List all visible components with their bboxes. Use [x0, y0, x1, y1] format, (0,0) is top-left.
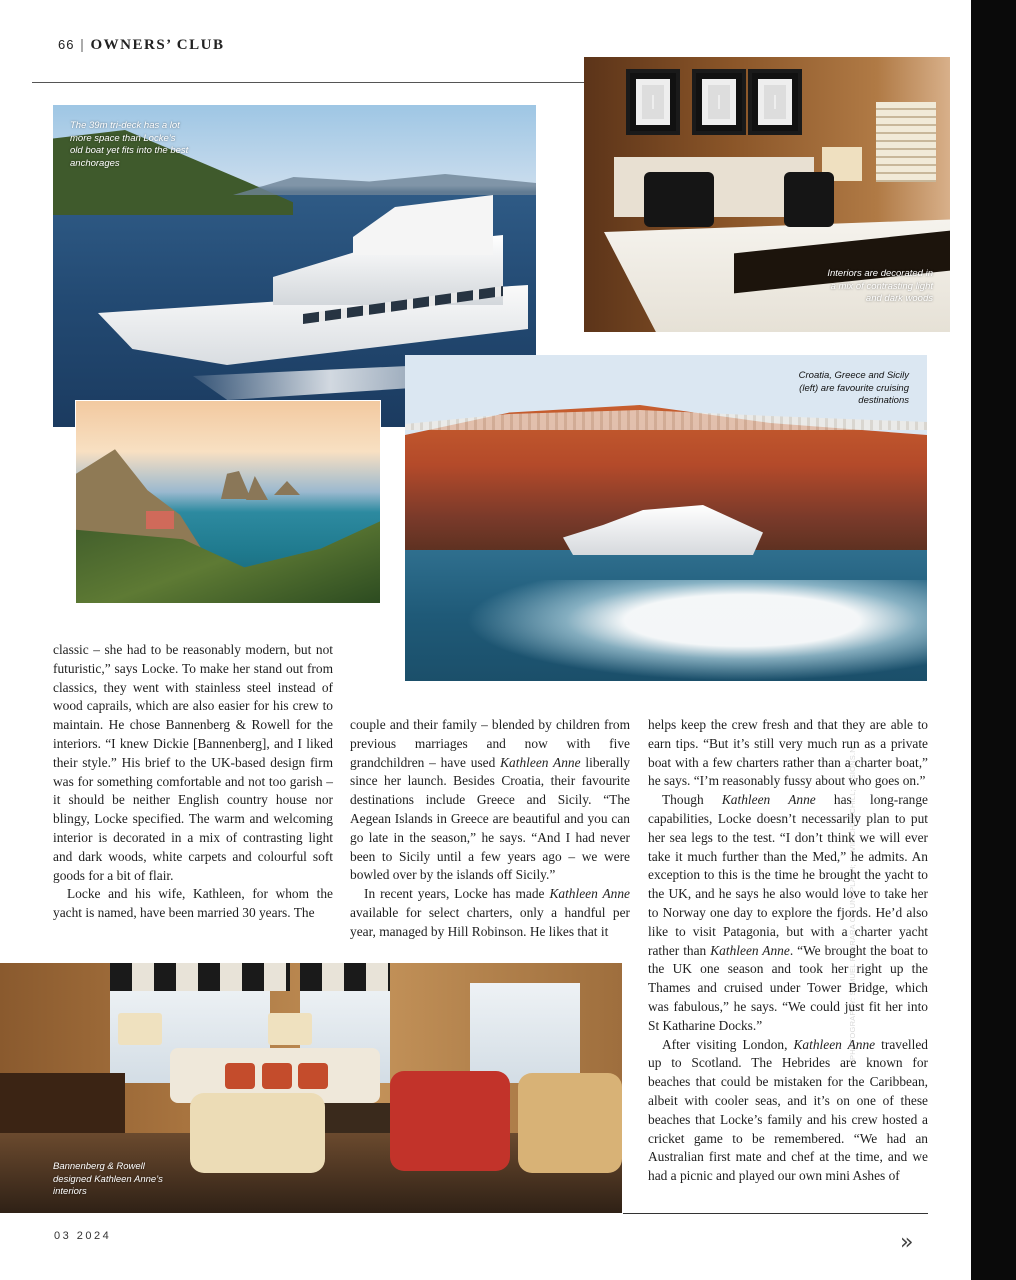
header-rule [32, 82, 584, 83]
lounge-photo [0, 963, 622, 1213]
sicily-photo [75, 400, 381, 604]
yacht-caption: The 39m tri-deck has a lot more space than Locke’s old boat yet fits into the best anchorages [70, 120, 189, 169]
footer-rule [623, 1213, 928, 1214]
article-column-1 [53, 641, 333, 923]
lounge-caption: Bannenberg & Rowell designed Kathleen Anne’s interiors [53, 1161, 163, 1197]
section-title: OWNERS’ CLUB [90, 37, 225, 53]
bedroom-caption: Interiors are decorated in a mix of contrasting light and dark woods [827, 268, 933, 304]
page-edge-strip [971, 0, 1016, 1280]
paragraph: helps keep the crew fresh and that they are able to earn tips. “But it’s still very much run as a private boat with a few charters rather than a charter boat,” he says. “I’m reasonably fussy about who goes on.” [648, 717, 928, 789]
yacht-name: Kathleen Anne [721, 792, 816, 808]
destinations-caption: Croatia, Greece and Sicily (left) are favourite cruising destinations [798, 370, 909, 406]
paragraph: couple and their family – blended by children from previous marriages and now with five grandchildren – have used Kathleen Anne liberally since her launch. Besides Croatia, their favourite destinations include Greece and Sicily. “The Aegean Islands in Greece are beautiful and you can go late in the season,” he says. “And I had never been to Sicily until a few years ago – we were bowled over by the islands off Sicily.” [350, 717, 630, 883]
page-header [58, 37, 224, 54]
article-column-3 [648, 716, 928, 1186]
page-number: 66 [58, 37, 75, 52]
photo-credit: PHOTOGRAPHY: SAMUEL FERRARA ON UNSPLASH; DAVID CHURCHILL; VISIONS.NL [848, 742, 857, 1060]
issue-date: 03 2024 [54, 1230, 112, 1242]
yacht-name: Kathleen Anne [793, 1036, 876, 1052]
santorini-photo [405, 355, 927, 681]
paragraph: In recent years, Locke has made Kathleen Anne available for select charters, only a handful per year, managed by Hill Robinson. He likes that it [350, 886, 630, 939]
yacht-name: Kathleen Anne [710, 942, 790, 958]
header-separator: | [80, 37, 85, 53]
article-column-2 [350, 716, 630, 942]
paragraph: After visiting London, Kathleen Anne travelled up to Scotland. The Hebrides are known for beaches that could be mistaken for the Caribbean, albeit with cooler seas, and it’s on one of these beaches that Locke’s family and his crew hosted a cricket game to be remembered. “We had an Australian first mate and chef at the time, and we had a picnic and played our own mini Ashes of [648, 1036, 928, 1184]
bedroom-photo [584, 57, 950, 332]
paragraph: classic – she had to be reasonably modern, but not futuristic,” says Locke. To make her stand out from classics, they went with stainless steel instead of wood caprails, which are also easier for his crew to maintain. He chose Bannenberg & Rowell for the interiors. “I knew Dickie [Bannenberg], and I liked their style.” His brief to the UK-based design firm was for something comfortable and not too garish – it should be neither English country house nor blingy, Locke specified. The warm and welcoming interior is decorated in a mix of contrasting light and dark woods, white carpets and colourful soft goods for a bit of flair. [53, 642, 333, 883]
next-page-arrow-icon[interactable]: » [900, 1230, 911, 1255]
paragraph: Locke and his wife, Kathleen, for whom the yacht is named, have been married 30 years. The [53, 886, 333, 921]
paragraph: Though Kathleen Anne has long-range capabilities, Locke doesn’t necessarily plan to put her sea legs to the test. “I don’t think we will ever take it much further than the Med,” he admits. An exception to this is the time he brought the yacht to the UK, and he says he also would love to take her to Norway one day to explore the fjords. He’d also like to visit Patagonia, but with a charter yacht rather than Kathleen Anne. “We brought the boat to the UK one season and took her right up the Thames and cruised under Tower Bridge, which was fabulous,” he says. “We could just fit her into St Katharine Docks.” [648, 792, 928, 1033]
yacht-name: Kathleen Anne [500, 754, 581, 770]
yacht-name: Kathleen Anne [549, 886, 630, 902]
